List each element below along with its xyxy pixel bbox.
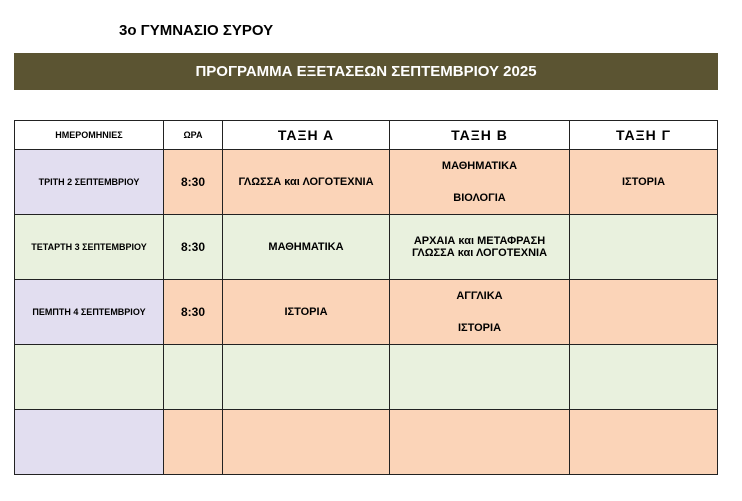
row-time: 8:30 xyxy=(164,150,223,215)
header-class-a: ΤΑΞΗ Α xyxy=(223,121,390,150)
table-row xyxy=(15,345,718,410)
row-class-c xyxy=(570,280,718,345)
row-class-a: ΙΣΤΟΡΙΑ xyxy=(223,280,390,345)
row-class-b xyxy=(390,280,570,345)
row-date: ΤΡΙΤΗ 2 ΣΕΠΤΕΜΒΡΙΟΥ xyxy=(15,150,164,215)
class-b-subject: ΒΙΟΛΟΓΙΑ xyxy=(453,192,506,204)
row-class-c xyxy=(570,410,718,475)
row-class-a xyxy=(223,345,390,410)
row-date xyxy=(15,345,164,410)
row-class-a xyxy=(223,410,390,475)
row-class-c xyxy=(570,215,718,280)
row-time xyxy=(164,410,223,475)
exam-schedule-table xyxy=(14,120,718,475)
class-b-subject: ΑΡΧΑΙΑ και ΜΕΤΑΦΡΑΣΗ xyxy=(413,235,546,247)
row-class-a: ΓΛΩΣΣΑ και ΛΟΓΟΤΕΧΝΙΑ xyxy=(223,150,390,215)
table-row xyxy=(15,150,718,215)
schedule-title: ΠΡΟΓΡΑΜΜΑ ΕΞΕΤΑΣΕΩΝ ΣΕΠΤΕΜΒΡΙΟΥ 2025 xyxy=(195,63,537,80)
row-time xyxy=(164,345,223,410)
header-time: ΩΡΑ xyxy=(164,121,223,150)
header-dates: ΗΜΕΡΟΜΗΝΙΕΣ xyxy=(15,121,164,150)
row-time: 8:30 xyxy=(164,280,223,345)
class-b-subject: ΜΑΘΗΜΑΤΙΚΑ xyxy=(441,160,518,172)
row-date xyxy=(15,410,164,475)
table-header-row xyxy=(15,121,718,150)
row-class-b xyxy=(390,345,570,410)
header-class-c: ΤΑΞΗ Γ xyxy=(570,121,718,150)
header-class-b: ΤΑΞΗ Β xyxy=(390,121,570,150)
table-row xyxy=(15,215,718,280)
row-class-a: ΜΑΘΗΜΑΤΙΚΑ xyxy=(223,215,390,280)
table-row xyxy=(15,410,718,475)
school-name: 3ο ΓΥΜΝΑΣΙΟ ΣΥΡΟΥ xyxy=(119,22,274,39)
schedule-title-banner xyxy=(14,53,718,90)
row-time: 8:30 xyxy=(164,215,223,280)
row-class-c: ΙΣΤΟΡΙΑ xyxy=(570,150,718,215)
class-b-subject: ΑΓΓΛΙΚΑ xyxy=(456,290,503,302)
row-class-b xyxy=(390,150,570,215)
class-b-subject: ΙΣΤΟΡΙΑ xyxy=(457,322,502,334)
row-class-c xyxy=(570,345,718,410)
table-row xyxy=(15,280,718,345)
row-class-b xyxy=(390,215,570,280)
row-class-b xyxy=(390,410,570,475)
row-date: ΠΕΜΠΤΗ 4 ΣΕΠΤΕΜΒΡΙΟΥ xyxy=(15,280,164,345)
class-b-subject: ΓΛΩΣΣΑ και ΛΟΓΟΤΕΧΝΙΑ xyxy=(411,247,548,259)
row-date: ΤΕΤΑΡΤΗ 3 ΣΕΠΤΕΜΒΡΙΟΥ xyxy=(15,215,164,280)
